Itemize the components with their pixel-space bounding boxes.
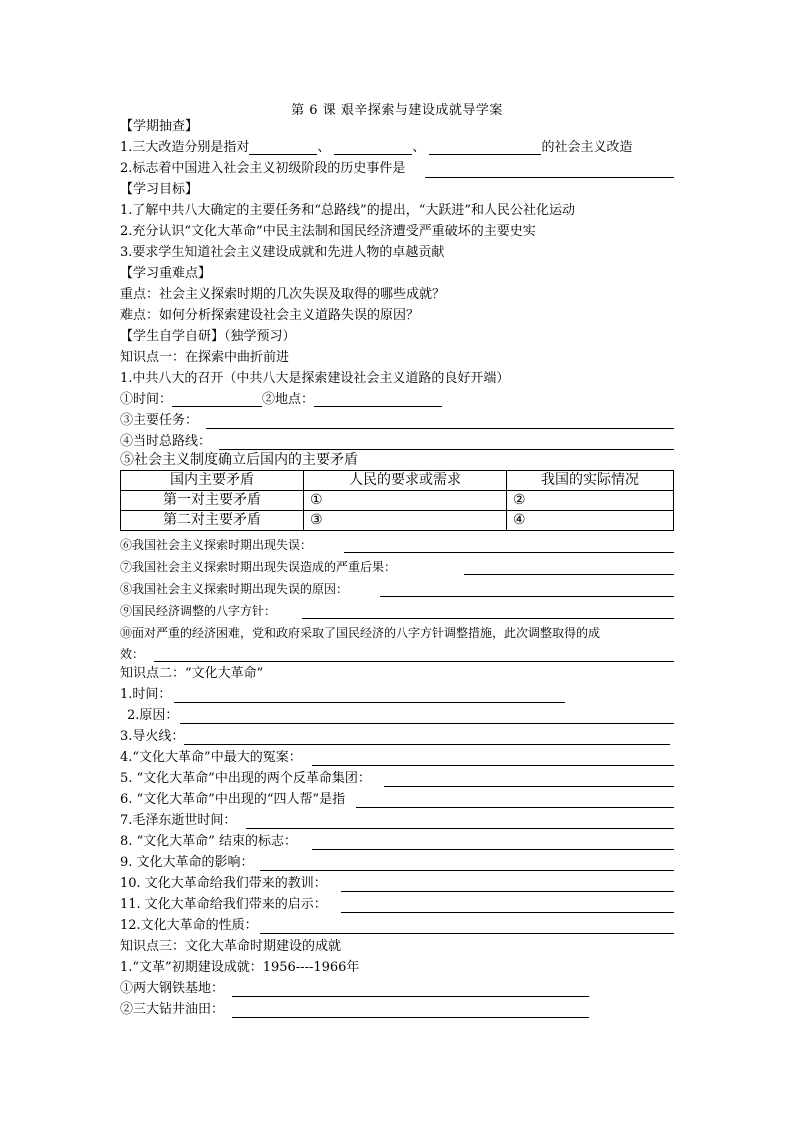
table-cell[interactable]: ③	[304, 511, 507, 531]
key-focus: 重点：社会主义探索时期的几次失误及取得的哪些成就？	[120, 287, 446, 302]
kp1-place-blank[interactable]	[314, 391, 442, 407]
kp1-contradiction-label: ⑤社会主义制度确立后国内的主要矛盾	[120, 452, 358, 468]
check-q1-sep-1: 、	[317, 140, 331, 155]
kp2-heading: 知识点二：“文化大革命”	[120, 666, 264, 681]
kp2-item-7-blank[interactable]	[246, 828, 674, 829]
kp1-q10-line2: 效：	[120, 647, 145, 661]
table-cell: 第一对主要矛盾	[121, 491, 304, 511]
section-check-heading: 【学期抽查】	[120, 119, 199, 134]
kp1-time-blank[interactable]	[172, 391, 262, 407]
kp1-q7-blank[interactable]	[464, 574, 674, 575]
kp2-item-9: 9. 文化大革命的影响：	[120, 855, 254, 870]
kp3-sub1: 1.“文革”初期建设成就：1956----1966年	[120, 960, 360, 975]
kp1-line-label: ④当时总路线：	[120, 434, 212, 449]
table-cell[interactable]: ②	[507, 491, 674, 511]
kp3-steel-blank[interactable]	[232, 996, 589, 997]
check-q1	[120, 138, 632, 158]
table-row	[121, 491, 674, 511]
contradiction-table	[120, 470, 674, 531]
kp1-q9-blank[interactable]	[302, 618, 674, 619]
table-header-cell: 我国的实际情况	[507, 471, 674, 491]
kp2-item-8-blank[interactable]	[312, 849, 674, 850]
kp2-item-9-blank[interactable]	[260, 870, 674, 871]
table-cell[interactable]: ①	[304, 491, 507, 511]
table-cell: 第二对主要矛盾	[121, 511, 304, 531]
kp1-q8-label: ⑧我国社会主义探索时期出现失误的原因：	[120, 582, 349, 596]
kp2-item-3-blank[interactable]	[184, 744, 670, 745]
table-cell[interactable]: ④	[507, 511, 674, 531]
goal-3: 3.要求学生知道社会主义建设成就和先进人物的卓越贡献	[120, 245, 445, 260]
check-q1-prefix: 1.三大改造分别是指对	[120, 140, 250, 155]
kp2-item-2: 2.原因：	[127, 708, 179, 723]
kp3-steel-label: ①两大钢铁基地：	[120, 981, 225, 996]
kp1-q9-label: ⑨国民经济调整的八字方针：	[120, 604, 277, 618]
kp2-item-11: 11. 文化大革命给我们带来的启示：	[120, 897, 327, 912]
kp2-item-5-blank[interactable]	[384, 786, 674, 787]
key-difficulty: 难点：如何分析探索建设社会主义道路失误的原因？	[120, 308, 420, 323]
section-self-heading: 【学生自学自研】（独学预习）	[120, 329, 296, 344]
section-goals-heading: 【学习目标】	[120, 182, 199, 197]
kp1-q10-blank[interactable]	[154, 661, 674, 662]
kp2-item-6-blank[interactable]	[356, 807, 674, 808]
kp2-item-4: 4.“文化大革命”中最大的冤案：	[120, 750, 302, 765]
kp2-item-1: 1.时间：	[120, 687, 172, 702]
table-header-cell: 人民的要求或需求	[304, 471, 507, 491]
kp2-item-10-blank[interactable]	[341, 891, 674, 892]
kp2-item-3: 3.导火线：	[120, 729, 185, 744]
kp1-time-row	[120, 390, 442, 410]
kp2-item-12-blank[interactable]	[260, 933, 674, 934]
kp2-item-5: 5. “文化大革命”中出现的两个反革命集团：	[120, 771, 371, 786]
kp1-sub1: 1.中共八大的召开（中共八大是探索建设社会主义道路的良好开端）	[120, 371, 510, 386]
kp1-task-label: ③主要任务：	[120, 413, 199, 428]
kp1-q8-blank[interactable]	[380, 596, 674, 597]
kp3-oil-blank[interactable]	[232, 1017, 589, 1018]
check-q1-blank-3[interactable]	[429, 139, 541, 155]
kp2-item-10: 10. 文化大革命给我们带来的教训：	[120, 876, 327, 891]
table-row	[121, 511, 674, 531]
kp2-item-8: 8. “文化大革命” 结束的标志：	[120, 834, 297, 849]
kp2-item-4-blank[interactable]	[312, 765, 674, 766]
check-q2-label: 2.标志着中国进入社会主义初级阶段的历史事件是	[120, 161, 406, 176]
kp2-item-7: 7.毛泽东逝世时间：	[120, 813, 237, 828]
check-q1-suffix: 的社会主义改造	[541, 140, 633, 155]
kp2-item-12: 12.文化大革命的性质：	[120, 918, 258, 933]
kp2-item-6: 6. “文化大革命”中出现的“四人帮”是指	[120, 792, 346, 807]
kp1-place-label: ②地点：	[262, 392, 315, 407]
goal-2: 2.充分认识“文化大革命”中民主法制和国民经济遭受严重破坏的主要史实	[120, 224, 536, 239]
kp1-q6-label: ⑥我国社会主义探索时期出现失误：	[120, 538, 313, 552]
kp2-item-11-blank[interactable]	[341, 912, 674, 913]
kp1-time-label: ①时间：	[120, 392, 173, 407]
goal-1: 1.了解中共八大确定的主要任务和“总路线”的提出，“大跃进”和人民公社化运动	[120, 203, 575, 218]
check-q2	[120, 159, 405, 179]
kp3-heading: 知识点三：文化大革命时期建设的成就	[120, 939, 342, 954]
check-q1-sep-2: 、	[412, 140, 426, 155]
check-q1-blank-1[interactable]	[249, 139, 317, 155]
kp1-q7-label: ⑦我国社会主义探索时期出现失误造成的严重后果：	[120, 560, 397, 574]
page-title: 第 6 课 艰辛探索与建设成就导学案	[291, 103, 503, 118]
section-key-heading: 【学习重难点】	[120, 266, 212, 281]
check-q2-blank[interactable]	[425, 177, 674, 178]
check-q1-blank-2[interactable]	[334, 139, 412, 155]
table-header-row	[121, 471, 674, 491]
kp3-oil-label: ②三大钻井油田：	[120, 1002, 225, 1017]
kp1-task-blank[interactable]	[206, 428, 674, 429]
kp1-heading: 知识点一：在探索中曲折前进	[120, 350, 290, 365]
kp2-item-1-blank[interactable]	[174, 702, 565, 703]
kp1-q10-line1: ⑩面对严重的经济困难，党和政府采取了国民经济的八字方针调整措施，此次调整取得的成	[120, 626, 601, 640]
kp1-q6-blank[interactable]	[344, 552, 674, 553]
kp2-item-2-blank[interactable]	[180, 723, 674, 724]
table-header-cell: 国内主要矛盾	[121, 471, 304, 491]
